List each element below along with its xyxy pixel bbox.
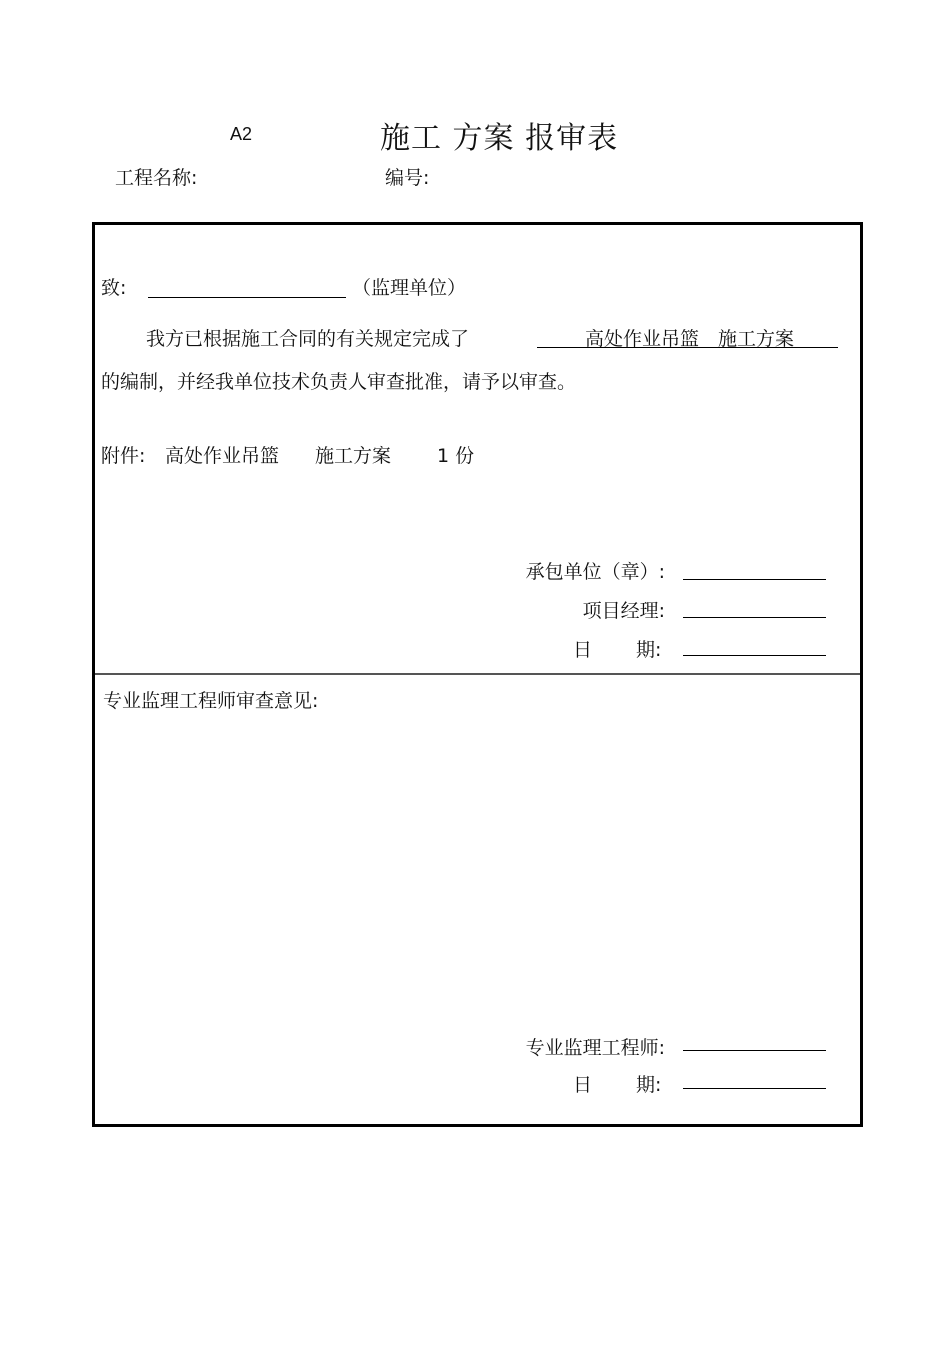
project-manager-blank-line[interactable] — [683, 617, 826, 618]
serial-number-label: 编号: — [385, 167, 430, 189]
supervising-engineer-blank-line[interactable] — [683, 1050, 826, 1051]
contractor-seal-blank-line[interactable] — [683, 579, 826, 580]
submission-date-label-b: 期: — [636, 639, 662, 661]
form-title: 施工 方案 报审表 — [380, 121, 619, 156]
contractor-seal-label: 承包单位（章）: — [525, 561, 665, 583]
attachment-name-part-1: 高处作业吊篮 — [165, 445, 280, 467]
review-date-blank-line[interactable] — [683, 1088, 826, 1089]
section-divider — [95, 673, 860, 675]
plan-name-blank-line[interactable] — [537, 347, 838, 348]
attachment-name-part-2: 施工方案 — [315, 445, 392, 467]
project-name-label: 工程名称: — [115, 167, 198, 189]
review-opinion-label: 专业监理工程师审查意见: — [103, 690, 319, 712]
statement-line-2: 的编制，并经我单位技术负责人审查批准，请予以审查。 — [101, 371, 577, 393]
project-manager-label: 项目经理: — [582, 600, 665, 622]
supervising-engineer-label: 专业监理工程师: — [525, 1037, 665, 1059]
review-date-label — [573, 1070, 661, 1097]
recipient-label: 致: — [101, 277, 127, 299]
submission-date-label — [573, 635, 661, 662]
review-date-label-b: 期: — [636, 1074, 662, 1096]
submission-date-label-a: 日 — [573, 639, 593, 661]
submission-date-blank-line[interactable] — [683, 655, 826, 656]
review-date-label-a: 日 — [573, 1074, 593, 1096]
statement-line-1: 我方已根据施工合同的有关规定完成了 — [146, 328, 470, 350]
attachment-label: 附件: — [101, 445, 146, 467]
recipient-blank-line[interactable] — [148, 297, 346, 298]
recipient-suffix: （监理单位） — [352, 277, 467, 299]
attachment-quantity: 1 份 — [437, 445, 475, 467]
statement-filled-plan-name: 高处作业吊篮 施工方案 — [585, 328, 795, 350]
form-code: A2 — [230, 124, 253, 144]
